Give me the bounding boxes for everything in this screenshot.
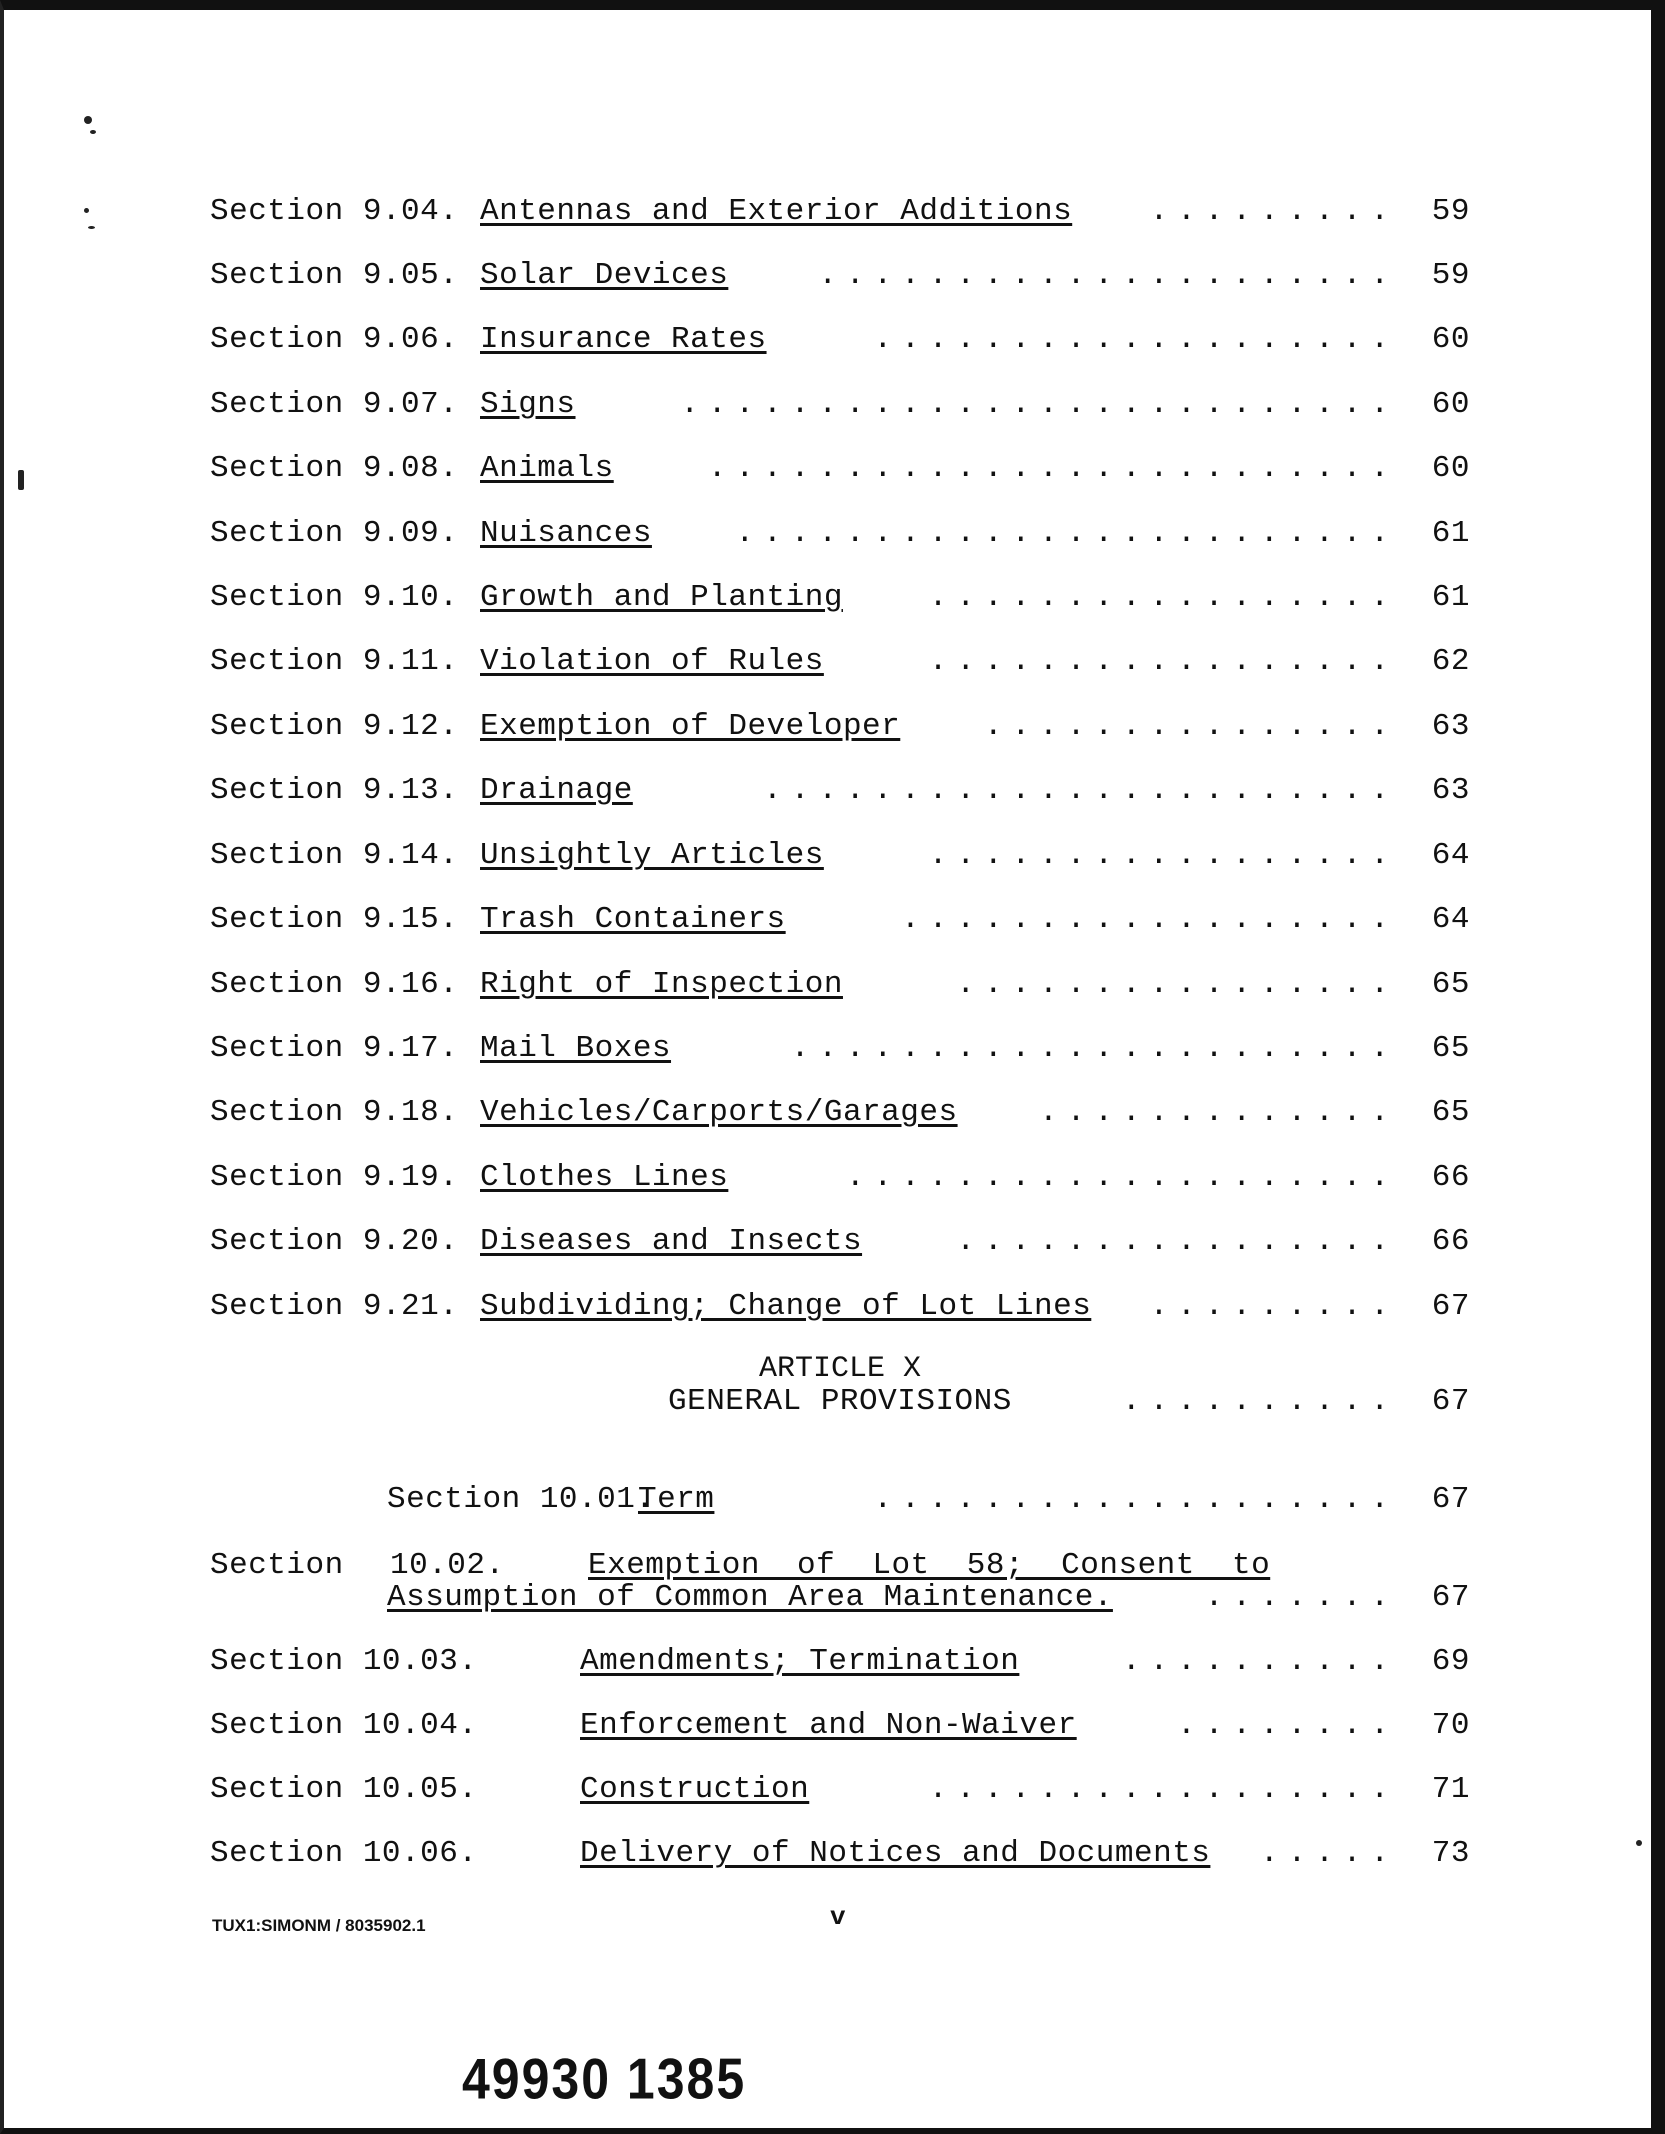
toc-entry <box>210 1704 1470 1748</box>
leader-dots: .................. <box>901 902 1398 937</box>
leader-dots: .......... <box>1121 1384 1398 1419</box>
article-number: ARTICLE X <box>758 1352 922 1386</box>
article-title: GENERAL PROVISIONS <box>668 1384 1012 1419</box>
section-number: Section 9.11. <box>210 644 459 679</box>
section-number: Section 10.06. <box>210 1836 478 1871</box>
page-number: 60 <box>1431 451 1470 486</box>
leader-dots: ......... <box>1149 1289 1398 1324</box>
toc-entry-second-line <box>210 1576 1470 1620</box>
section-number: Section 9.07. <box>210 387 459 422</box>
section-title: Diseases and Insects <box>480 1224 863 1259</box>
section-title: Antennas and Exterior Additions <box>480 194 1073 229</box>
page-number: 59 <box>1431 194 1470 229</box>
page-number: 61 <box>1431 516 1470 551</box>
leader-dots: ........................ <box>735 516 1398 551</box>
section-number: Section 9.15. <box>210 902 459 937</box>
scan-speck <box>88 226 95 229</box>
section-number: Section 9.18. <box>210 1095 459 1130</box>
section-title: Unsightly Articles <box>480 838 824 873</box>
leader-dots: ............. <box>1039 1095 1398 1130</box>
scan-speck <box>84 116 92 124</box>
section-title: Exemption of Lot 58; Consent to <box>588 1548 1271 1583</box>
toc-entry <box>210 1478 1470 1522</box>
page-number: 67 <box>1431 1384 1470 1419</box>
section-title: Subdividing; Change of Lot Lines <box>480 1289 1092 1324</box>
page-number: 67 <box>1431 1482 1470 1517</box>
page-number: 71 <box>1431 1772 1470 1807</box>
leader-dots: ......... <box>1149 194 1398 229</box>
section-title: Signs <box>480 387 576 422</box>
section-number: Section 9.08. <box>210 451 459 486</box>
leader-dots: ..... <box>1259 1836 1398 1871</box>
leader-dots: ................ <box>956 967 1398 1002</box>
section-number: Section 10.03. <box>210 1644 478 1679</box>
section-title: Construction <box>580 1772 810 1807</box>
toc-entry <box>210 383 1470 427</box>
toc-entry <box>210 1285 1470 1329</box>
article-heading <box>210 1380 1470 1424</box>
section-number: Section 9.06. <box>210 322 459 357</box>
section-title: Vehicles/Carports/Garages <box>480 1095 958 1130</box>
toc-entry <box>210 1640 1470 1684</box>
section-number-value: 10.02. <box>390 1548 505 1583</box>
page-number: 63 <box>1431 773 1470 808</box>
section-title: Right of Inspection <box>480 967 843 1002</box>
page-number: 63 <box>1431 709 1470 744</box>
page-number: 59 <box>1431 258 1470 293</box>
leader-dots: ............... <box>983 709 1398 744</box>
section-number: Section 9.09. <box>210 516 459 551</box>
section-title: Exemption of Developer <box>480 709 901 744</box>
toc-entry <box>210 834 1470 878</box>
section-title: Solar Devices <box>480 258 729 293</box>
section-title: Delivery of Notices and Documents <box>580 1836 1211 1871</box>
page-number: 67 <box>1431 1289 1470 1324</box>
section-number: Section 9.05. <box>210 258 459 293</box>
page-number: 60 <box>1431 387 1470 422</box>
page-number-roman: v <box>830 1902 846 1932</box>
section-number: Section 9.20. <box>210 1224 459 1259</box>
leader-dots: ................ <box>956 1224 1398 1259</box>
section-title: Enforcement and Non-Waiver <box>580 1708 1077 1743</box>
toc-entry <box>210 512 1470 556</box>
section-title: Drainage <box>480 773 633 808</box>
toc-entry <box>210 1768 1470 1812</box>
toc-entry <box>210 1091 1470 1135</box>
leader-dots: ................... <box>873 1482 1398 1517</box>
section-number: Section 9.04. <box>210 194 459 229</box>
page-number: 66 <box>1431 1224 1470 1259</box>
page-number: 65 <box>1431 967 1470 1002</box>
section-number: Section 9.17. <box>210 1031 459 1066</box>
leader-dots: ................. <box>928 838 1398 873</box>
leader-dots: ................. <box>928 1772 1398 1807</box>
toc-entry <box>210 963 1470 1007</box>
section-number: Section 10.01. <box>387 1482 655 1517</box>
section-title: Amendments; Termination <box>580 1644 1020 1679</box>
leader-dots: ................. <box>928 644 1398 679</box>
section-title: Trash Containers <box>480 902 786 937</box>
leader-dots: ........ <box>1177 1708 1398 1743</box>
page-number: 67 <box>1431 1580 1470 1615</box>
scan-speck <box>84 208 89 213</box>
toc-entry <box>210 318 1470 362</box>
page-number: 65 <box>1431 1095 1470 1130</box>
page-number: 60 <box>1431 322 1470 357</box>
section-number: Section 10.05. <box>210 1772 478 1807</box>
section-title: Mail Boxes <box>480 1031 672 1066</box>
section-number: Section 10.04. <box>210 1708 478 1743</box>
leader-dots: ................... <box>873 322 1398 357</box>
section-title: Violation of Rules <box>480 644 824 679</box>
leader-dots: ......................... <box>707 451 1398 486</box>
leader-dots: ...................... <box>790 1031 1398 1066</box>
scan-speck <box>90 130 96 134</box>
scan-speck <box>18 470 24 490</box>
page-number: 70 <box>1431 1708 1470 1743</box>
page-number: 64 <box>1431 902 1470 937</box>
toc-entry <box>210 898 1470 942</box>
section-number: Section 9.12. <box>210 709 459 744</box>
scan-speck <box>1636 1840 1642 1846</box>
page-number: 73 <box>1431 1836 1470 1871</box>
section-number: Section 9.10. <box>210 580 459 615</box>
page-number: 61 <box>1431 580 1470 615</box>
toc-entry <box>210 254 1470 298</box>
toc-entry <box>210 1156 1470 1200</box>
section-number: Section <box>210 1548 344 1583</box>
page-number: 69 <box>1431 1644 1470 1679</box>
toc-entry <box>210 190 1470 234</box>
toc-entry <box>210 769 1470 813</box>
page-number: 64 <box>1431 838 1470 873</box>
page-number: 62 <box>1431 644 1470 679</box>
section-number: Section 9.13. <box>210 773 459 808</box>
leader-dots: .......................... <box>680 387 1398 422</box>
section-title: Animals <box>480 451 614 486</box>
leader-dots: ....... <box>1204 1580 1398 1615</box>
section-number: Section 9.14. <box>210 838 459 873</box>
leader-dots: ....................... <box>763 773 1398 808</box>
section-title: Nuisances <box>480 516 652 551</box>
toc-entry <box>210 1832 1470 1876</box>
leader-dots: .......... <box>1121 1644 1398 1679</box>
leader-dots: ................. <box>928 580 1398 615</box>
section-number: Section 9.19. <box>210 1160 459 1195</box>
section-title: Insurance Rates <box>480 322 767 357</box>
page-number: 66 <box>1431 1160 1470 1195</box>
toc-entry <box>210 640 1470 684</box>
section-title: Growth and Planting <box>480 580 843 615</box>
toc-entry <box>210 1027 1470 1071</box>
toc-entry <box>210 705 1470 749</box>
toc-entry <box>210 576 1470 620</box>
toc-entry <box>210 1220 1470 1264</box>
section-number: Section 9.21. <box>210 1289 459 1324</box>
toc-entry <box>210 447 1470 491</box>
section-title: Term <box>638 1482 715 1517</box>
leader-dots: .................... <box>845 1160 1398 1195</box>
section-number: Section 9.16. <box>210 967 459 1002</box>
bates-stamp: 49930 1385 <box>462 2046 747 2112</box>
page-number: 65 <box>1431 1031 1470 1066</box>
leader-dots: ..................... <box>818 258 1398 293</box>
section-title-continued: Assumption of Common Area Maintenance. <box>387 1580 1113 1615</box>
document-id: TUX1:SIMONM / 8035902.1 <box>212 1916 426 1935</box>
section-title: Clothes Lines <box>480 1160 729 1195</box>
